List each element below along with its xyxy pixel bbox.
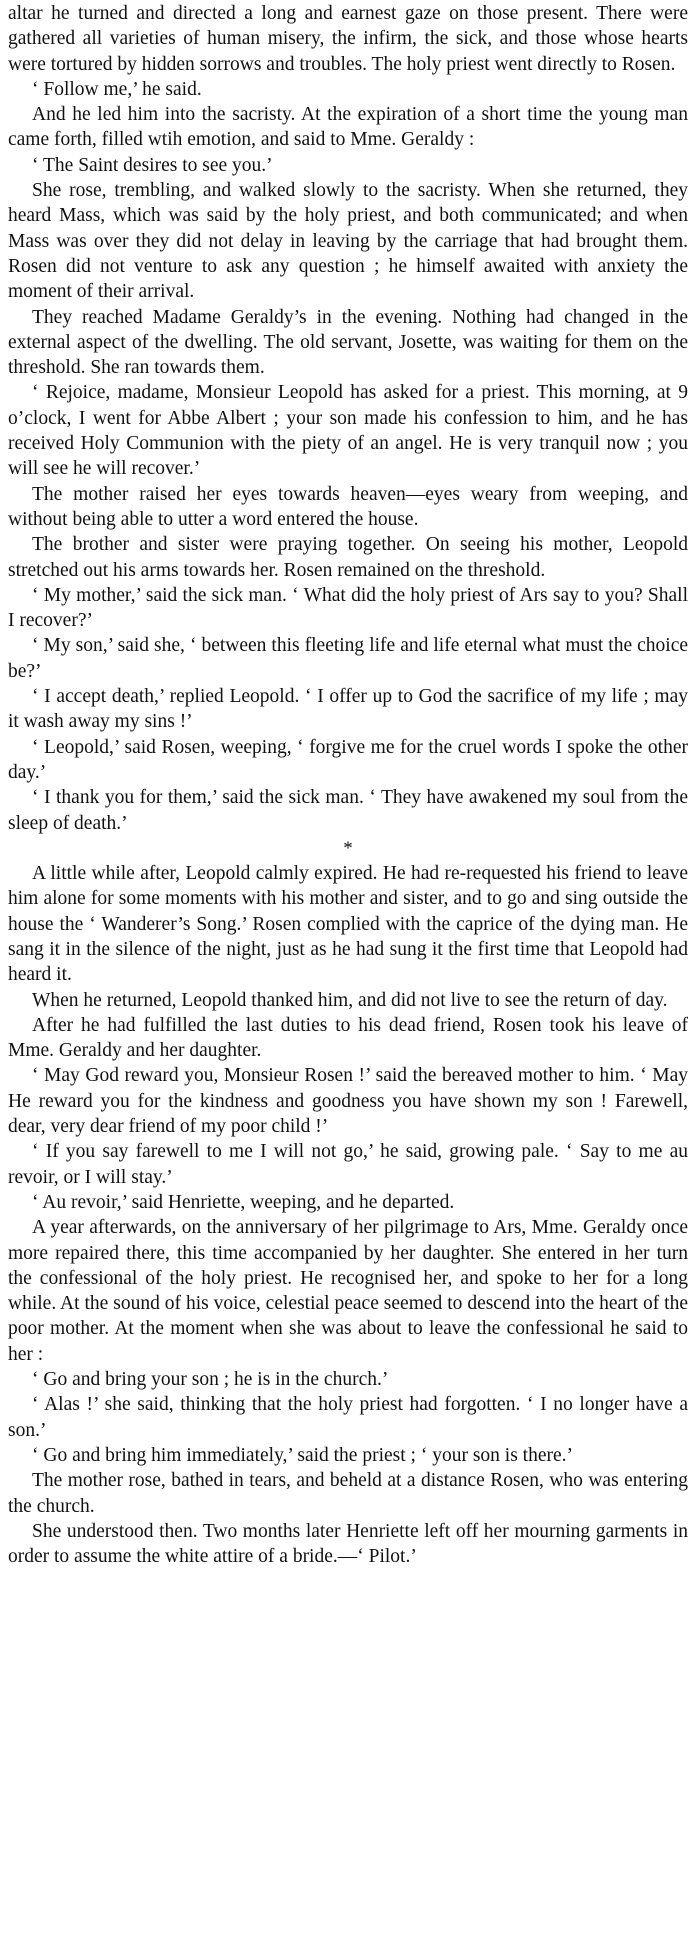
- paragraph-12: ‘ I accept death,’ replied Leopold. ‘ I offer up to God the sacrifice of my life ; may it wash away my sins !’: [8, 686, 688, 733]
- paragraph-10: ‘ My mother,’ said the sick man. ‘ What did the holy priest of Ars say to you? Shall I recover?’: [8, 584, 688, 632]
- paragraph-9: The brother and sister were praying together. On seeing his mother, Leopold stretched out his arms towards her. Rosen remained on the threshold.: [8, 534, 688, 581]
- paragraph-8: The mother raised her eyes towards heaven—eyes weary from weeping, and without being able to utter a word entered the house.: [8, 483, 688, 530]
- paragraph-6: They reached Madame Geraldy’s in the evening. Nothing had changed in the external aspect of the dwelling. The old servant, Josette, was waiting for them on the threshold. She ran towards them.: [8, 306, 688, 379]
- paragraph-15: A little while after, Leopold calmly expired. He had re-requested his friend to leave him alone for some moments with his mother and sister, and to go and sing outside the house the ‘ Wanderer’s Song.’ Rosen complied with the caprice of the dying man. He sang it in the silence of the night, just as he had sung it the first time that Leopold had heard it.: [8, 863, 688, 986]
- paragraph-11: ‘ My son,’ said she, ‘ between this fleeting life and life eternal what must the choice be?’: [8, 635, 688, 682]
- paragraph-18: ‘ May God reward you, Monsieur Rosen !’ said the bereaved mother to him. ‘ May He reward you for the kindness and goodness you have shown my son ! Farewell, dear, very dear friend of my poor child !’: [8, 1065, 688, 1138]
- paragraph-16: When he returned, Leopold thanked him, and did not live to see the return of day.: [32, 989, 668, 1011]
- section-separator: *: [343, 837, 353, 859]
- paragraph-24: ‘ Go and bring him immediately,’ said the priest ; ‘ your son is there.’: [32, 1444, 574, 1466]
- paragraph-23: ‘ Alas !’ she said, thinking that the holy priest had forgotten. ‘ I no longer have a son.’: [8, 1394, 688, 1441]
- paragraph-26: She understood then. Two months later Henriette left off her mourning garments in order to assume the white attire of a bride.—‘ Pilot.’: [8, 1520, 688, 1568]
- paragraph-19: ‘ If you say farewell to me I will not go,’ he said, growing pale. ‘ Say to me au revoir, or I will stay.’: [8, 1141, 688, 1188]
- paragraph-4: ‘ The Saint desires to see you.’: [32, 154, 273, 176]
- paragraph-2: ‘ Follow me,’ he said.: [32, 78, 202, 100]
- paragraph-25: The mother rose, bathed in tears, and beheld at a distance Rosen, who was entering the church.: [8, 1470, 688, 1517]
- paragraph-17: After he had fulfilled the last duties to his dead friend, Rosen took his leave of Mme. Geraldy and her daughter.: [8, 1014, 688, 1062]
- paragraph-14: ‘ I thank you for them,’ said the sick man. ‘ They have awakened my soul from the sleep of death.’: [8, 787, 688, 834]
- paragraph-20: ‘ Au revoir,’ said Henriette, weeping, and he departed.: [32, 1191, 455, 1213]
- paragraph-22: ‘ Go and bring your son ; he is in the church.’: [32, 1369, 389, 1391]
- paragraph-21: A year afterwards, on the anniversary of her pilgrimage to Ars, Mme. Geraldy once more repaired there, this time accompanied by her daughter. She entered in her turn the confessional of the holy priest. He recognised her, and spoke to her for a long while. At the sound of his voice, celestial peace seemed to descend into the heart of the poor mother. At the moment when she was about to leave the confessional he said to her :: [8, 1217, 688, 1365]
- paragraph-7: ‘ Rejoice, madame, Monsieur Leopold has asked for a priest. This morning, at 9 o’clock, I went for Abbe Albert ; your son made his confession to him, and he has received Holy Communion with the piety of an angel. He is very tranquil now ; you will see he will recover.’: [8, 382, 688, 480]
- paragraph-1: altar he turned and directed a long and earnest gaze on those present. There were gathered all varieties of human misery, the infirm, the sick, and those whose hearts were tortured by hidden sorrows and troubles. The holy priest went directly to Rosen.: [8, 3, 688, 75]
- paragraph-3: And he led him into the sacristy. At the expiration of a short time the young man came forth, filled wtih emotion, and said to Mme. Geraldy :: [8, 104, 688, 151]
- paragraph-13: ‘ Leopold,’ said Rosen, weeping, ‘ forgive me for the cruel words I spoke the other day.’: [8, 736, 688, 783]
- paragraph-5: She rose, trembling, and walked slowly to the sacristy. When she returned, they heard Mass, which was said by the holy priest, and both communicated; and when Mass was over they did not delay in leaving by the carriage that had brought them. Rosen did not venture to ask any question ; he himself awaited with anxiety the moment of their arrival.: [8, 180, 688, 303]
